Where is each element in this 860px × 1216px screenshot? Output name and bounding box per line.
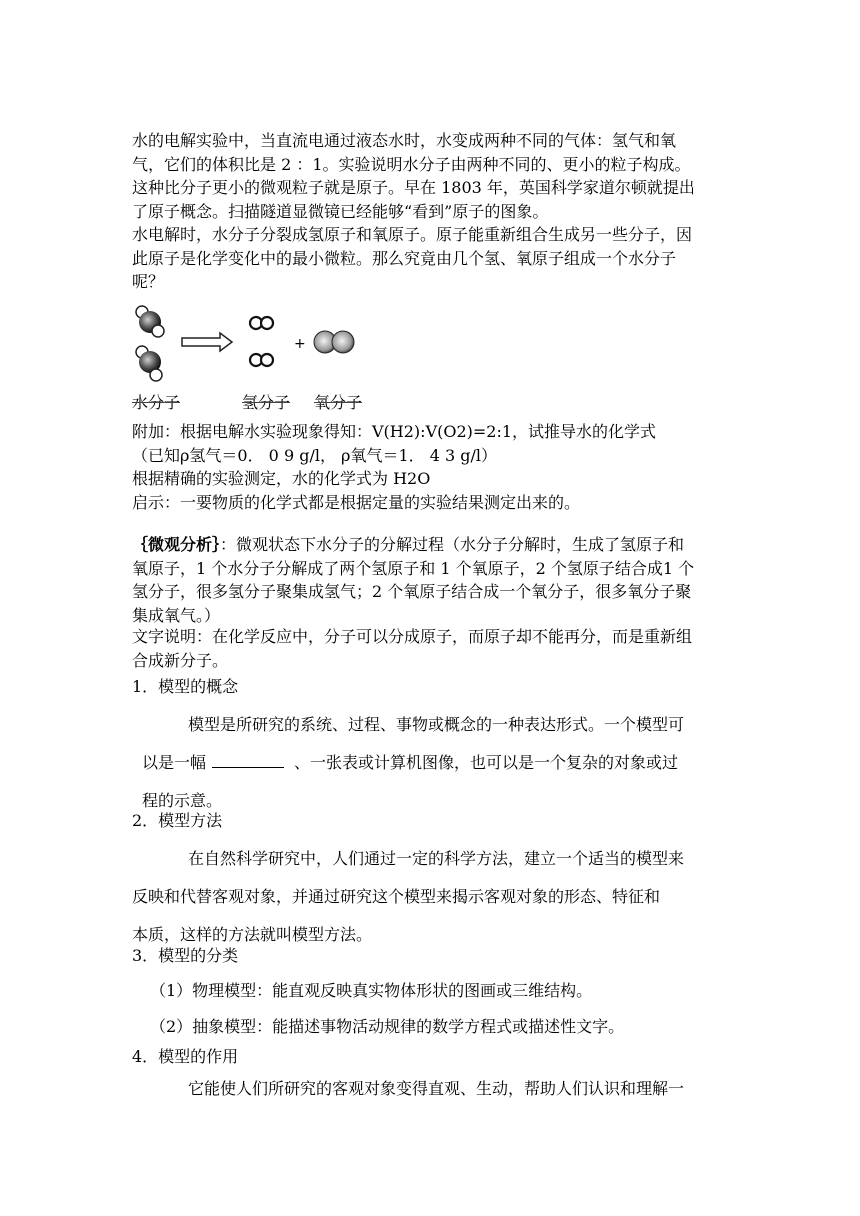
section-body-model-method-cont	[132, 878, 742, 954]
paragraph-atoms	[132, 223, 742, 294]
paragraph-micro-analysis	[132, 533, 742, 627]
text-line: 附加：根据电解水实验现象得知：V(H2):V(O2)=2:1，试推导水的化学式	[132, 422, 657, 441]
text-line: 水的电解实验中，当直流电通过液态水时，水变成两种不同的气体：氢气和氧	[132, 131, 677, 150]
hydrogen-molecule-icon	[250, 354, 273, 366]
text-line: 模型是所研究的系统、过程、事物或概念的一种表达形式。一个模型可	[188, 715, 685, 734]
label-oxygen-molecule: 氧分子	[314, 393, 363, 412]
hydrogen-molecule-icon	[250, 317, 273, 329]
text-line: 气，它们的体积比是 2 ：1。实验说明水分子由两种不同的、更小的粒子构成。	[132, 154, 691, 174]
section-body-model-role: 它能使人们所研究的客观对象变得直观、生动，帮助人们认识和理解一	[188, 1079, 685, 1098]
plus-sign: +	[294, 336, 306, 352]
text-line: 根据精确的实验测定，水的化学式为 H2O	[132, 469, 431, 488]
section-title-model-role: 4．模型的作用	[132, 1047, 239, 1066]
section-title-model-concept: 1．模型的概念	[132, 677, 239, 696]
text-line: 反映和代替客观对象，并通过研究这个模型来揭示客观对象的形态、特征和	[132, 887, 661, 906]
label-hydrogen-molecule: 氢分子	[242, 393, 291, 412]
section-body-model-concept	[132, 706, 742, 744]
section-body-model-concept-cont	[142, 744, 752, 820]
paragraph-text-note	[132, 625, 742, 672]
oxygen-molecule-icon	[314, 331, 354, 353]
text-line: 本质，这样的方法就叫模型方法。	[132, 925, 373, 944]
water-molecule-icon	[136, 346, 162, 381]
molecule-figure	[128, 296, 378, 414]
text-line: 集成氧气。）	[132, 605, 221, 625]
text-line: 合成新分子。	[132, 650, 229, 670]
section-body-model-method	[188, 840, 798, 878]
model-type-abstract: （2）抽象模型：能描述事物活动规律的数学方程式或描述性文字。	[150, 1017, 625, 1036]
text-line: 水电解时，水分子分裂成氢原子和氧原子。原子能重新组合生成另一些分子，因	[132, 225, 693, 244]
arrow-right-icon	[182, 333, 232, 351]
text-line: （已知ρ氢气＝0． 0 9 g/l， ρ氧气＝1． 4 3 g/l）	[132, 445, 497, 465]
paragraph-electrolysis	[132, 129, 742, 223]
paragraph-appendix	[132, 420, 742, 514]
fill-in-blank[interactable]	[212, 751, 284, 768]
section-title-model-types: 3．模型的分类	[132, 946, 239, 965]
text-line: 这种比分子更小的微观粒子就是原子。早在 1803 年，英国科学家道尔顿就提出	[132, 178, 695, 197]
water-molecule-icon	[136, 306, 164, 337]
micro-heading: ｛微观分析｝	[132, 535, 221, 554]
text-line: 氢分子，很多氢分子聚集成氢气；2 个氧原子结合成一个氧分子，很多氧分子聚	[132, 582, 692, 601]
text-line: 以是一幅 、一张表或计算机图像，也可以是一个复杂的对象或过	[142, 753, 679, 772]
text-line: 呢？	[132, 272, 165, 291]
section-title-model-method: 2．模型方法	[132, 811, 223, 830]
text-line: 在自然科学研究中，人们通过一定的科学方法，建立一个适当的模型来	[188, 849, 685, 868]
text-line: 启示：一要物质的化学式都是根据定量的实验结果测定出来的。	[132, 492, 581, 512]
label-water-molecule: 水分子	[132, 393, 181, 412]
text-line: 文字说明：在化学反应中，分子可以分成原子，而原子却不能再分，而是重新组	[132, 627, 693, 646]
text-line: 程的示意。	[142, 791, 223, 810]
text-line: 了原子概念。扫描隧道显微镜已经能够“看到”原子的图象。	[132, 201, 549, 221]
text-line: ｛微观分析｝：微观状态下水分子的分解过程（水分子分解时，生成了氢原子和	[132, 535, 685, 554]
model-type-physical: （1）物理模型：能直观反映真实物体形状的图画或三维结构。	[150, 981, 593, 1000]
text-line: 此原子是化学变化中的最小微粒。那么究竟由几个氢、氧原子组成一个水分子	[132, 248, 677, 268]
text-line: 氧原子，1 个水分子分解成了两个氢原子和 1 个氧原子，2 个氢原子结合成1 个	[132, 558, 695, 578]
